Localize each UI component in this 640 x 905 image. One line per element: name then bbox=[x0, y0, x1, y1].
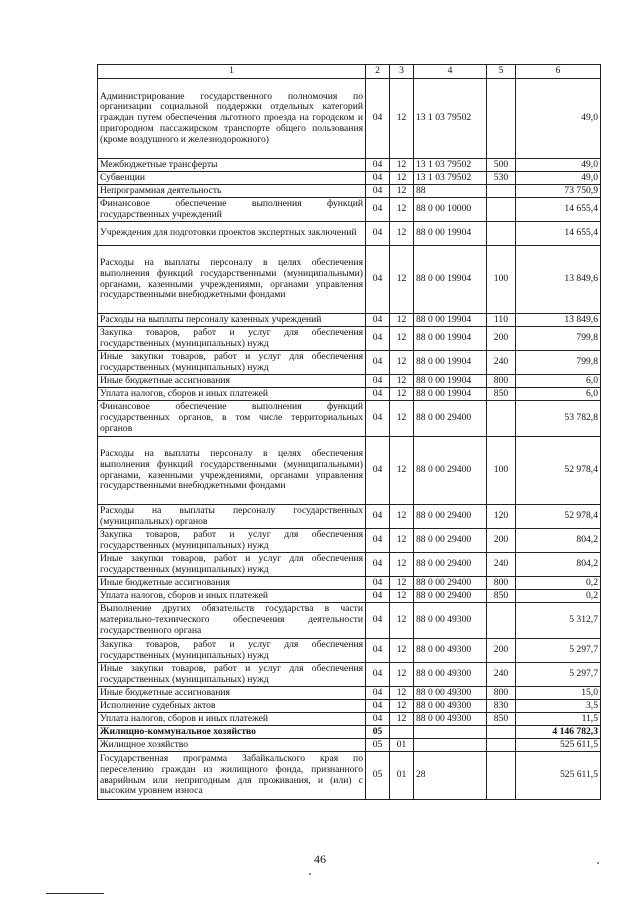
row-expense-type-cell: 240 bbox=[487, 553, 516, 577]
table-row bbox=[98, 401, 601, 437]
row-amount-cell: 15,0 bbox=[516, 687, 601, 700]
page-number: 46 bbox=[314, 852, 326, 866]
row-subsection-cell: 12 bbox=[390, 327, 414, 351]
row-expense-type-cell: 830 bbox=[487, 700, 516, 713]
row-expense-type-cell: 530 bbox=[487, 172, 516, 185]
row-amount-cell: 49,0 bbox=[516, 159, 601, 172]
row-target-code-cell: 88 0 00 49300 bbox=[414, 687, 487, 700]
row-name-cell: Закупка товаров, работ и услуг для обеспечения государственных (муниципальных) нужд bbox=[98, 639, 366, 663]
row-name-cell: Расходы на выплаты персоналу государственных (муниципальных) органов bbox=[98, 505, 366, 529]
row-subsection-cell: 12 bbox=[390, 79, 414, 159]
footer-rule bbox=[46, 893, 104, 894]
row-section-cell: 04 bbox=[366, 437, 390, 505]
row-target-code-cell: 88 0 00 29400 bbox=[414, 553, 487, 577]
row-amount-cell: 14 655,4 bbox=[516, 222, 601, 246]
row-name-cell: Финансовое обеспечение выполнения функций государственных учреждений bbox=[98, 198, 366, 222]
row-amount-cell: 13 849,6 bbox=[516, 314, 601, 327]
row-section-cell: 04 bbox=[366, 663, 390, 687]
row-name-cell: Иные закупки товаров, работ и услуг для обеспечения государственных (муниципальных) нужд bbox=[98, 663, 366, 687]
table-row bbox=[98, 388, 601, 401]
header-cell: 4 bbox=[414, 65, 487, 79]
row-target-code-cell: 88 0 00 19904 bbox=[414, 246, 487, 314]
header-cell: 1 bbox=[98, 65, 366, 79]
row-subsection-cell: 12 bbox=[390, 222, 414, 246]
row-section-cell: 04 bbox=[366, 246, 390, 314]
row-section-cell: 05 bbox=[366, 726, 390, 739]
row-expense-type-cell bbox=[487, 401, 516, 437]
row-subsection-cell: 01 bbox=[390, 752, 414, 800]
row-name-cell: Администрирование государственного полномочия по организации социальной поддержки отдельных категорий граждан путем обеспечения льготного проезда на городском и пригородном пассажирском транспорте общего пользования (кроме воздушного и железнодорожного) bbox=[98, 79, 366, 159]
row-target-code-cell: 88 0 00 29400 bbox=[414, 437, 487, 505]
row-subsection-cell: 12 bbox=[390, 437, 414, 505]
table-row bbox=[98, 222, 601, 246]
row-amount-cell: 6,0 bbox=[516, 375, 601, 388]
row-section-cell: 04 bbox=[366, 553, 390, 577]
row-target-code-cell: 88 0 00 49300 bbox=[414, 663, 487, 687]
row-section-cell: 04 bbox=[366, 529, 390, 553]
row-subsection-cell: 12 bbox=[390, 375, 414, 388]
row-target-code-cell: 88 0 00 49300 bbox=[414, 603, 487, 639]
budget-table bbox=[97, 64, 601, 800]
row-section-cell: 04 bbox=[366, 687, 390, 700]
row-expense-type-cell: 850 bbox=[487, 388, 516, 401]
table-row bbox=[98, 752, 601, 800]
row-subsection-cell: 12 bbox=[390, 185, 414, 198]
row-name-cell: Иные бюджетные ассигнования bbox=[98, 687, 366, 700]
row-section-cell: 05 bbox=[366, 752, 390, 800]
row-expense-type-cell bbox=[487, 726, 516, 739]
row-subsection-cell: 12 bbox=[390, 401, 414, 437]
row-subsection-cell: 12 bbox=[390, 198, 414, 222]
row-amount-cell: 49,0 bbox=[516, 172, 601, 185]
row-section-cell: 04 bbox=[366, 388, 390, 401]
row-target-code-cell: 88 0 00 49300 bbox=[414, 700, 487, 713]
table-row bbox=[98, 713, 601, 726]
row-subsection-cell: 12 bbox=[390, 351, 414, 375]
row-amount-cell: 49,0 bbox=[516, 79, 601, 159]
row-name-cell: Жилищное хозяйство bbox=[98, 739, 366, 752]
row-name-cell: Уплата налогов, сборов и иных платежей bbox=[98, 388, 366, 401]
row-name-cell: Учреждения для подготовки проектов экспертных заключений bbox=[98, 222, 366, 246]
row-expense-type-cell: 800 bbox=[487, 375, 516, 388]
row-expense-type-cell bbox=[487, 79, 516, 159]
row-amount-cell: 52 978,4 bbox=[516, 505, 601, 529]
row-subsection-cell: 12 bbox=[390, 172, 414, 185]
row-name-cell: Межбюджетные трансферты bbox=[98, 159, 366, 172]
row-subsection-cell: 12 bbox=[390, 663, 414, 687]
row-subsection-cell: 12 bbox=[390, 590, 414, 603]
table-row bbox=[98, 700, 601, 713]
row-name-cell: Иные бюджетные ассигнования bbox=[98, 375, 366, 388]
row-section-cell: 04 bbox=[366, 401, 390, 437]
table-row bbox=[98, 327, 601, 351]
row-section-cell: 04 bbox=[366, 603, 390, 639]
row-amount-cell: 13 849,6 bbox=[516, 246, 601, 314]
row-expense-type-cell: 100 bbox=[487, 246, 516, 314]
table-row bbox=[98, 687, 601, 700]
row-expense-type-cell: 800 bbox=[487, 687, 516, 700]
row-subsection-cell: 12 bbox=[390, 505, 414, 529]
table-row bbox=[98, 663, 601, 687]
row-amount-cell: 53 782,8 bbox=[516, 401, 601, 437]
row-name-cell: Расходы на выплаты персоналу казенных учреждений bbox=[98, 314, 366, 327]
row-expense-type-cell: 200 bbox=[487, 529, 516, 553]
row-name-cell: Расходы на выплаты персоналу в целях обеспечения выполнения функций государственными (муниципальными) органами, казенными учреждениями, органами управления государственными внебюджетными фондами bbox=[98, 437, 366, 505]
row-section-cell: 04 bbox=[366, 505, 390, 529]
row-amount-cell: 3,5 bbox=[516, 700, 601, 713]
row-amount-cell: 0,2 bbox=[516, 577, 601, 590]
row-amount-cell: 52 978,4 bbox=[516, 437, 601, 505]
row-name-cell: Государственная программа Забайкальского края по переселению граждан из жилищного фонда, признанного аварийным или непригодным для проживания, и (или) с высоким уровнем износа bbox=[98, 752, 366, 800]
table-row bbox=[98, 505, 601, 529]
row-expense-type-cell: 800 bbox=[487, 577, 516, 590]
row-target-code-cell: 88 0 00 19904 bbox=[414, 388, 487, 401]
row-target-code-cell: 88 0 00 29400 bbox=[414, 505, 487, 529]
row-amount-cell: 73 750,9 bbox=[516, 185, 601, 198]
scan-speck bbox=[309, 873, 311, 875]
row-name-cell: Закупка товаров, работ и услуг для обеспечения государственных (муниципальных) нужд bbox=[98, 529, 366, 553]
row-target-code-cell bbox=[414, 726, 487, 739]
row-subsection-cell: 12 bbox=[390, 687, 414, 700]
row-target-code-cell: 28 bbox=[414, 752, 487, 800]
table-row bbox=[98, 726, 601, 739]
row-target-code-cell: 13 1 03 79502 bbox=[414, 172, 487, 185]
row-target-code-cell: 88 0 00 19904 bbox=[414, 351, 487, 375]
row-subsection-cell: 12 bbox=[390, 577, 414, 590]
table-row bbox=[98, 529, 601, 553]
scan-speck bbox=[597, 862, 599, 864]
row-expense-type-cell: 200 bbox=[487, 639, 516, 663]
row-target-code-cell: 88 0 00 29400 bbox=[414, 590, 487, 603]
row-section-cell: 05 bbox=[366, 739, 390, 752]
table-row bbox=[98, 159, 601, 172]
row-expense-type-cell: 120 bbox=[487, 505, 516, 529]
row-section-cell: 04 bbox=[366, 639, 390, 663]
row-section-cell: 04 bbox=[366, 713, 390, 726]
table-row bbox=[98, 375, 601, 388]
row-name-cell: Расходы на выплаты персоналу в целях обеспечения выполнения функций государственными (муниципальными) органами, казенными учреждениями, органами управления государственными внебюджетными фондами bbox=[98, 246, 366, 314]
table-row bbox=[98, 185, 601, 198]
row-amount-cell: 14 655,4 bbox=[516, 198, 601, 222]
row-amount-cell: 525 611,5 bbox=[516, 739, 601, 752]
table-row bbox=[98, 437, 601, 505]
row-name-cell: Жилищно-коммунальное хозяйство bbox=[98, 726, 366, 739]
row-subsection-cell: 01 bbox=[390, 739, 414, 752]
row-name-cell: Иные закупки товаров, работ и услуг для обеспечения государственных (муниципальных) нужд bbox=[98, 553, 366, 577]
row-target-code-cell: 88 0 00 49300 bbox=[414, 639, 487, 663]
row-subsection-cell bbox=[390, 726, 414, 739]
row-amount-cell: 799,8 bbox=[516, 351, 601, 375]
row-amount-cell: 11,5 bbox=[516, 713, 601, 726]
table-row bbox=[98, 172, 601, 185]
row-amount-cell: 5 297,7 bbox=[516, 663, 601, 687]
row-expense-type-cell bbox=[487, 198, 516, 222]
row-amount-cell: 5 297,7 bbox=[516, 639, 601, 663]
header-cell: 3 bbox=[390, 65, 414, 79]
table-row bbox=[98, 577, 601, 590]
row-subsection-cell: 12 bbox=[390, 603, 414, 639]
row-target-code-cell: 88 0 00 29400 bbox=[414, 401, 487, 437]
table-row bbox=[98, 198, 601, 222]
row-amount-cell: 4 146 782,3 bbox=[516, 726, 601, 739]
table-row bbox=[98, 639, 601, 663]
row-target-code-cell: 88 0 00 19904 bbox=[414, 375, 487, 388]
row-expense-type-cell: 200 bbox=[487, 327, 516, 351]
row-subsection-cell: 12 bbox=[390, 553, 414, 577]
table-row bbox=[98, 590, 601, 603]
row-target-code-cell: 88 0 00 10000 bbox=[414, 198, 487, 222]
row-amount-cell: 0,2 bbox=[516, 590, 601, 603]
row-subsection-cell: 12 bbox=[390, 713, 414, 726]
row-section-cell: 04 bbox=[366, 351, 390, 375]
row-target-code-cell: 88 bbox=[414, 185, 487, 198]
row-section-cell: 04 bbox=[366, 222, 390, 246]
row-target-code-cell: 88 0 00 19904 bbox=[414, 222, 487, 246]
row-subsection-cell: 12 bbox=[390, 159, 414, 172]
row-name-cell: Финансовое обеспечение выполнения функций государственных органов, в том числе территориальных органов bbox=[98, 401, 366, 437]
row-amount-cell: 5 312,7 bbox=[516, 603, 601, 639]
row-amount-cell: 804,2 bbox=[516, 529, 601, 553]
table-row bbox=[98, 79, 601, 159]
row-section-cell: 04 bbox=[366, 327, 390, 351]
row-subsection-cell: 12 bbox=[390, 314, 414, 327]
row-expense-type-cell: 850 bbox=[487, 590, 516, 603]
row-name-cell: Уплата налогов, сборов и иных платежей bbox=[98, 713, 366, 726]
row-target-code-cell: 88 0 00 19904 bbox=[414, 327, 487, 351]
row-name-cell: Непрограммная деятельность bbox=[98, 185, 366, 198]
row-section-cell: 04 bbox=[366, 159, 390, 172]
row-expense-type-cell: 110 bbox=[487, 314, 516, 327]
row-expense-type-cell bbox=[487, 752, 516, 800]
row-target-code-cell: 13 1 03 79502 bbox=[414, 79, 487, 159]
table-row bbox=[98, 314, 601, 327]
row-name-cell: Уплата налогов, сборов и иных платежей bbox=[98, 590, 366, 603]
row-section-cell: 04 bbox=[366, 185, 390, 198]
row-section-cell: 04 bbox=[366, 198, 390, 222]
table-row bbox=[98, 739, 601, 752]
header-cell: 2 bbox=[366, 65, 390, 79]
row-expense-type-cell bbox=[487, 185, 516, 198]
row-section-cell: 04 bbox=[366, 700, 390, 713]
row-amount-cell: 804,2 bbox=[516, 553, 601, 577]
row-expense-type-cell bbox=[487, 603, 516, 639]
header-cell: 5 bbox=[487, 65, 516, 79]
row-subsection-cell: 12 bbox=[390, 639, 414, 663]
table-header-row bbox=[98, 65, 601, 79]
row-target-code-cell bbox=[414, 739, 487, 752]
row-amount-cell: 525 611,5 bbox=[516, 752, 601, 800]
row-name-cell: Иные закупки товаров, работ и услуг для обеспечения государственных (муниципальных) нужд bbox=[98, 351, 366, 375]
row-target-code-cell: 88 0 00 49300 bbox=[414, 713, 487, 726]
row-section-cell: 04 bbox=[366, 577, 390, 590]
row-name-cell: Выполнение других обязательств государства в части материально-технического обеспечения деятельности государственного органа bbox=[98, 603, 366, 639]
header-cell: 6 bbox=[516, 65, 601, 79]
row-expense-type-cell: 240 bbox=[487, 351, 516, 375]
table-row bbox=[98, 351, 601, 375]
row-section-cell: 04 bbox=[366, 590, 390, 603]
row-name-cell: Иные бюджетные ассигнования bbox=[98, 577, 366, 590]
row-expense-type-cell: 100 bbox=[487, 437, 516, 505]
row-amount-cell: 6,0 bbox=[516, 388, 601, 401]
row-expense-type-cell: 850 bbox=[487, 713, 516, 726]
row-subsection-cell: 12 bbox=[390, 529, 414, 553]
table-row bbox=[98, 246, 601, 314]
row-section-cell: 04 bbox=[366, 79, 390, 159]
row-subsection-cell: 12 bbox=[390, 388, 414, 401]
row-target-code-cell: 88 0 00 29400 bbox=[414, 529, 487, 553]
row-target-code-cell: 88 0 00 19904 bbox=[414, 314, 487, 327]
row-expense-type-cell bbox=[487, 222, 516, 246]
row-subsection-cell: 12 bbox=[390, 700, 414, 713]
row-expense-type-cell bbox=[487, 739, 516, 752]
row-target-code-cell: 13 1 03 79502 bbox=[414, 159, 487, 172]
row-expense-type-cell: 240 bbox=[487, 663, 516, 687]
row-section-cell: 04 bbox=[366, 314, 390, 327]
row-expense-type-cell: 500 bbox=[487, 159, 516, 172]
row-subsection-cell: 12 bbox=[390, 246, 414, 314]
row-name-cell: Исполнение судебных актов bbox=[98, 700, 366, 713]
row-amount-cell: 799,8 bbox=[516, 327, 601, 351]
row-name-cell: Субвенции bbox=[98, 172, 366, 185]
row-target-code-cell: 88 0 00 29400 bbox=[414, 577, 487, 590]
table-row bbox=[98, 553, 601, 577]
row-section-cell: 04 bbox=[366, 375, 390, 388]
table-row bbox=[98, 603, 601, 639]
row-name-cell: Закупка товаров, работ и услуг для обеспечения государственных (муниципальных) нужд bbox=[98, 327, 366, 351]
row-section-cell: 04 bbox=[366, 172, 390, 185]
